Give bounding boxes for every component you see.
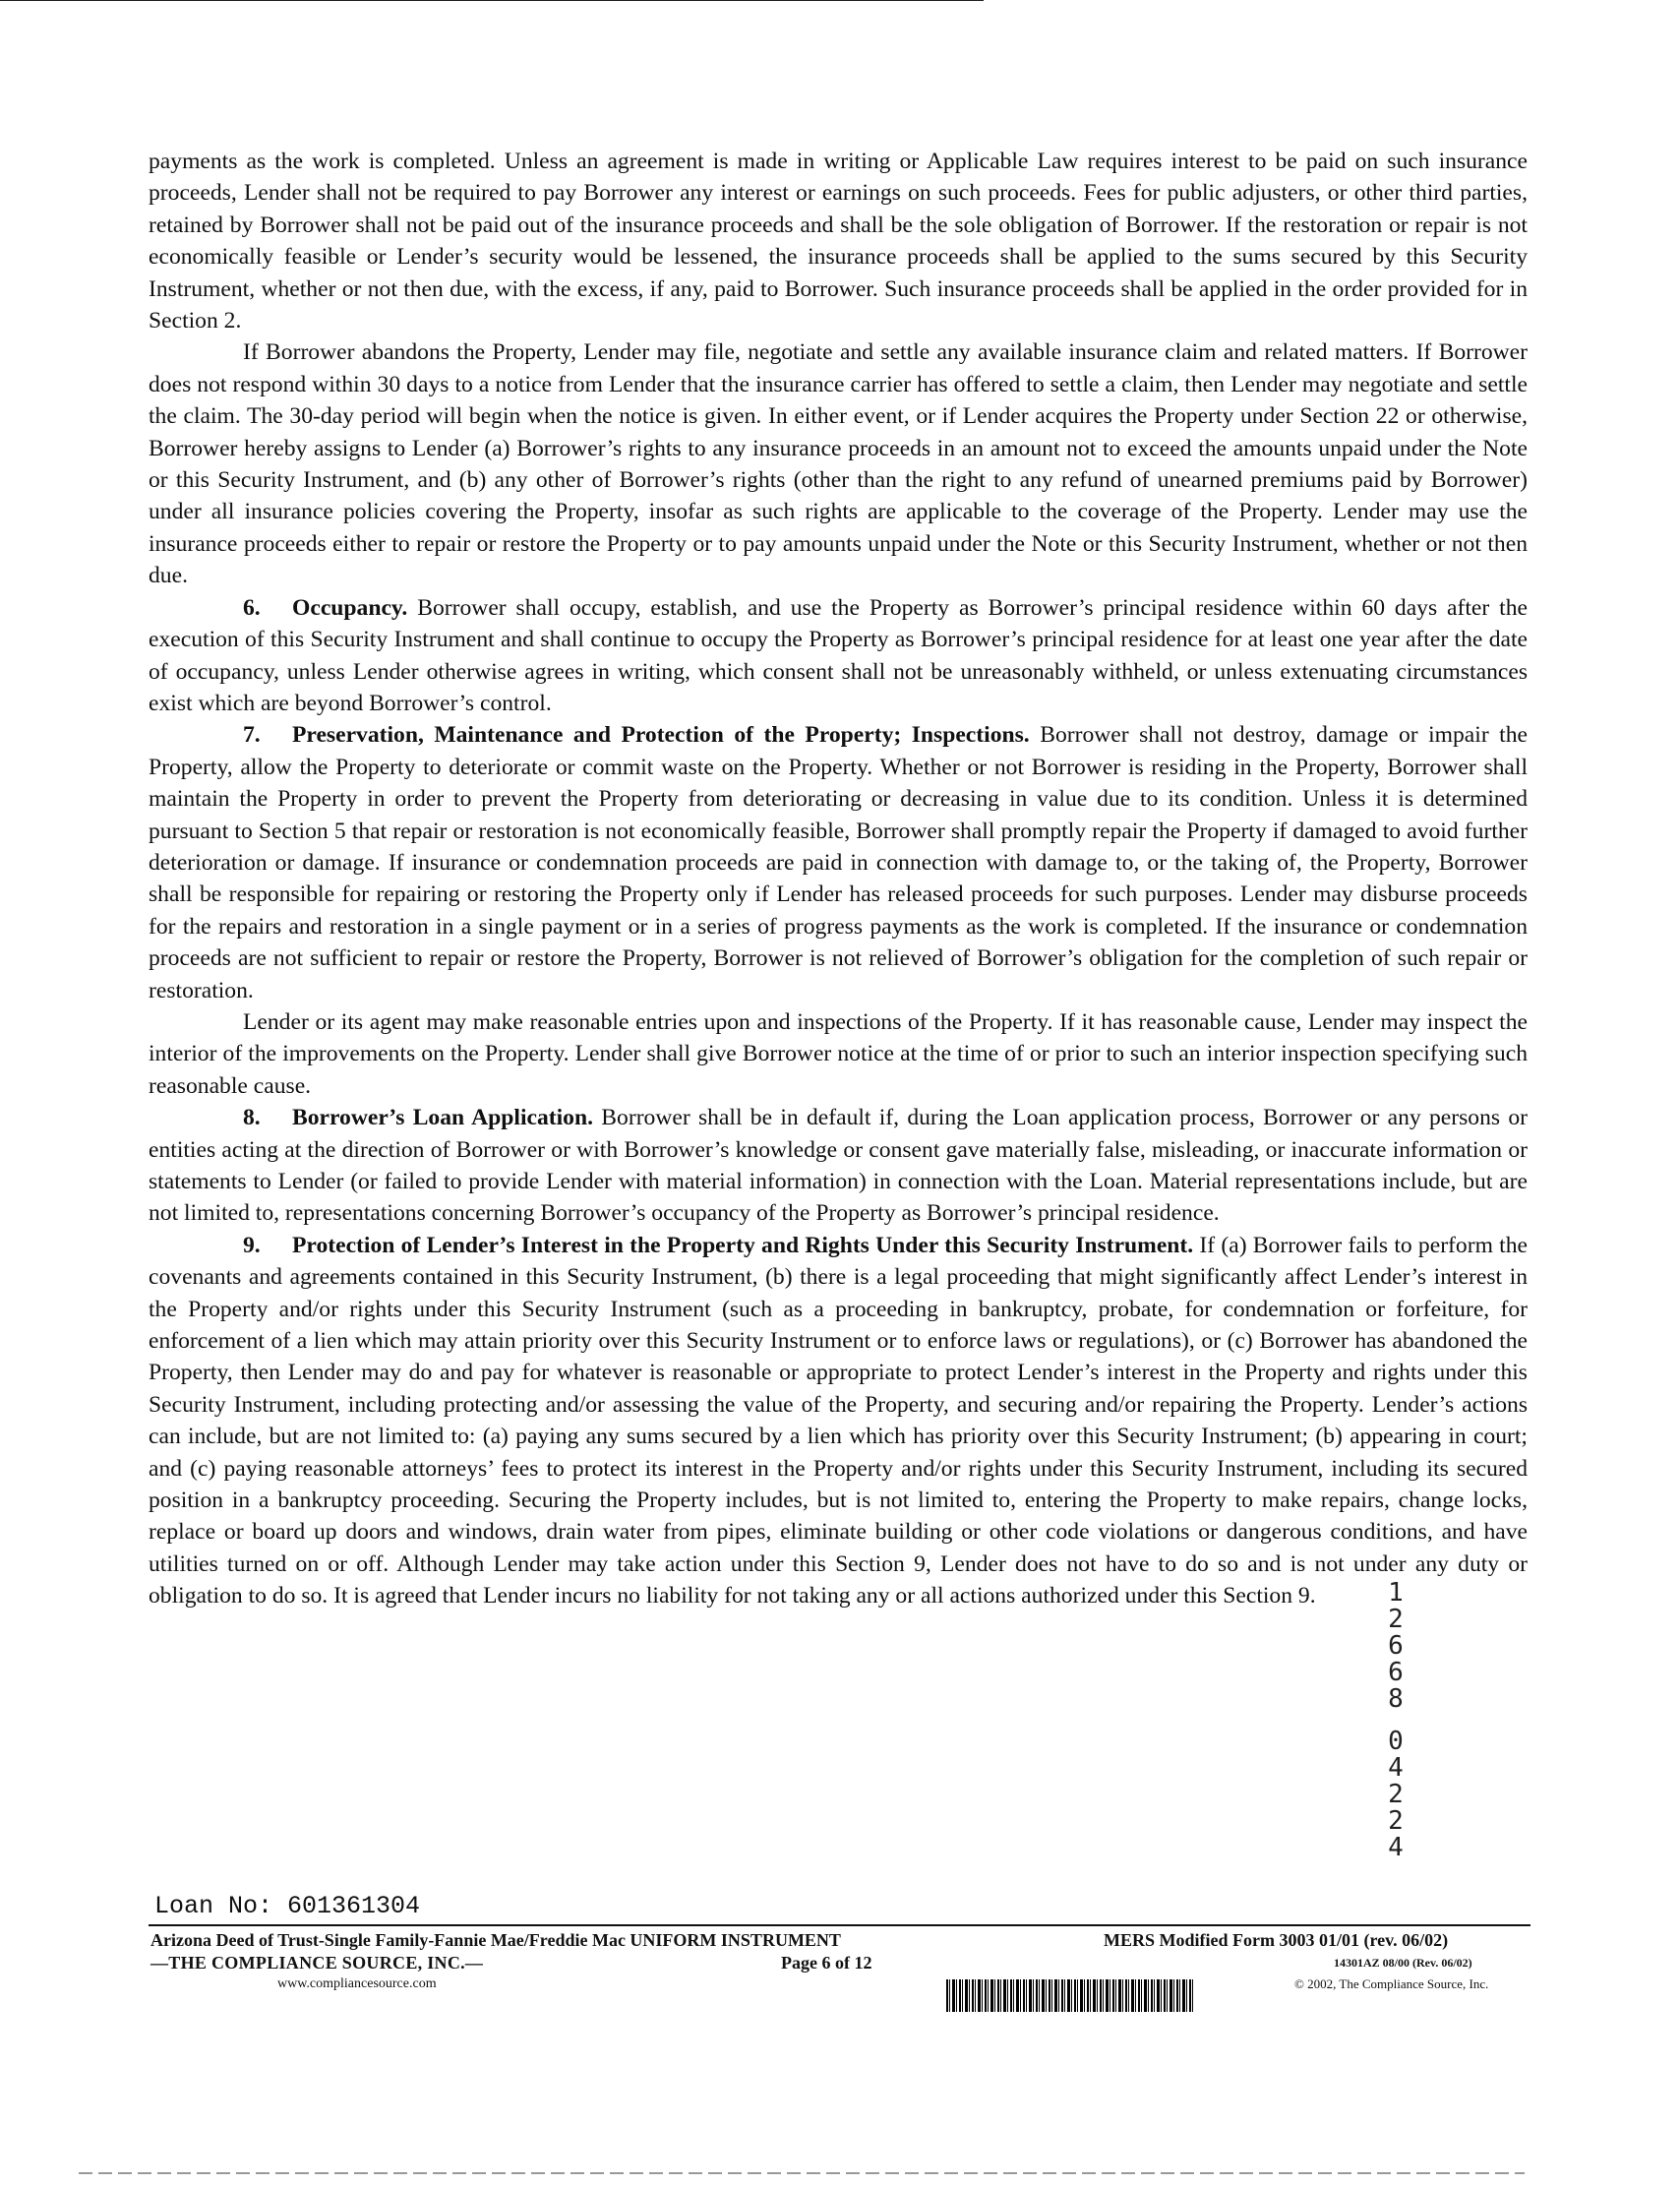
form-title: Arizona Deed of Trust-Single Family-Fannie Mae/Freddie Mac UNIFORM INSTRUMENT bbox=[150, 1930, 841, 1950]
section-number: 8. bbox=[243, 1105, 261, 1131]
footer-divider bbox=[149, 1924, 1530, 1926]
section-8-loan-application bbox=[149, 1102, 1528, 1230]
section-title: Preservation, Maintenance and Protection of the Property; Inspections. bbox=[292, 722, 1030, 749]
section-text: Borrower shall not destroy, damage or impair the Property, allow the Property to deteriorate or commit waste on the Property. Whether or not Borrower is residing in the Property, Borrower shall maintain the Property in order to prevent the Property from deteriorating or decreasing in value due to its condition. Unless it is determined pursuant to Section 5 that repair or restoration is not economically feasible, Borrower shall promptly repair the Property if damaged to avoid further deterioration or damage. If insurance or condemnation proceeds are paid in connection with damage to, or the taking of, the Property, Borrower shall be responsible for repairing or restoring the Property only if Lender has released proceeds for such purposes. Lender may disburse proceeds for the repairs and restoration in a single payment or in a series of progress payments as the work is completed. If the insurance or condemnation proceeds are not sufficient to repair or restore the Property, Borrower is not relieved of Borrower’s obligation for the completion of such repair or restoration. bbox=[149, 722, 1529, 1003]
section-number: 7. bbox=[243, 722, 261, 749]
scan-edge-bottom bbox=[79, 2172, 1525, 2174]
paragraph-inspections: Lender or its agent may make reasonable entries upon and inspections of the Property. If it has reasonable cause, Lender may inspect the interior of the improvements on the Property. Lender shall give Borrower notice at the time of or prior to such an interior inspection specifying such reasonable cause. bbox=[149, 1008, 1528, 1099]
section-title: Borrower’s Loan Application. bbox=[292, 1105, 594, 1131]
section-title: Protection of Lender’s Interest in the Property and Rights Under this Security Instrument. bbox=[292, 1232, 1194, 1258]
stamp-digit: 2 bbox=[1388, 1605, 1404, 1634]
page-number: Page 6 of 12 bbox=[781, 1953, 872, 1973]
section-6-occupancy bbox=[149, 592, 1528, 720]
section-text: If (a) Borrower fails to perform the covenants and agreements contained in this Security Instrument, (b) there is a legal proceeding that might significantly affect Lender’s interest in the Property and/or rights under this Security Instrument (such as a proceeding in bankruptcy, probate, for condemnation or forfeiture, for enforcement of a lien which may attain priority over this Security Instrument or to enforce laws or regulations), or (c) Borrower has abandoned the Property, then Lender may do and pay for whatever is reasonable or appropriate to protect Lender’s interest in the Property and rights under this Security Instrument, including protecting and/or assessing the value of the Property, and securing and/or repairing the Property. Lender’s actions can include, but are not limited to: (a) paying any sums secured by a lien which has priority over this Security Instrument; (b) appearing in court; and (c) paying reasonable attorneys’ fees to protect its interest in the Property and/or rights under this Security Instrument, including its secured position in a bankruptcy proceeding. Securing the Property includes, but is not limited to, entering the Property to make repairs, change locks, replace or board up doors and windows, drain water from pipes, eliminate building or other code violations or dangerous conditions, and have utilities turned on or off. Although Lender may take action under this Section 9, Lender does not have to do so and is not under any duty or obligation to do so. It is agreed that Lender incurs no liability for not taking any or all actions authorized under this Section 9. bbox=[149, 1232, 1528, 1609]
section-title: Occupancy. bbox=[292, 594, 408, 621]
section-7-preservation bbox=[149, 719, 1528, 1006]
stamp-digit: 2 bbox=[1388, 1806, 1404, 1836]
stamp-digit: 8 bbox=[1388, 1684, 1404, 1714]
stamp-digit: 6 bbox=[1388, 1658, 1404, 1687]
stamp-digit: 6 bbox=[1388, 1631, 1404, 1661]
stamp-digit: 1 bbox=[1388, 1578, 1404, 1608]
document-body bbox=[149, 146, 1528, 1612]
section-number: 6. bbox=[243, 594, 261, 621]
paragraph-abandonment: If Borrower abandons the Property, Lender may file, negotiate and settle any available insurance claim and related matters. If Borrower does not respond within 30 days to a notice from Lender that the insurance carrier has offered to settle a claim, then Lender may negotiate and settle the claim. The 30-day period will begin when the notice is given. In either event, or if Lender acquires the Property under Section 22 or otherwise, Borrower hereby assigns to Lender (a) Borrower’s rights to any insurance proceeds in an amount not to exceed the amounts unpaid under the Note or this Security Instrument, and (b) any other of Borrower’s rights (other than the right to any refund of unearned premiums paid by Borrower) under all insurance policies covering the Property, insofar as such rights are applicable to the coverage of the Property. Lender may use the insurance proceeds either to repair or restore the Property or to pay amounts unpaid under the Note or this Security Instrument, whether or not then due. bbox=[149, 339, 1528, 589]
section-text: Borrower shall be in default if, during the Loan application process, Borrower or any persons or entities acting at the direction of Borrower or with Borrower’s knowledge or consent gave materially false, misleading, or inaccurate information or statements to Lender (or failed to provide Lender with material information) in connection with the Loan. Material representations include, but are not limited to, representations concerning Borrower’s occupancy of the Property as Borrower’s principal residence. bbox=[149, 1105, 1529, 1227]
section-number: 9. bbox=[243, 1232, 261, 1258]
form-revision: 14301AZ 08/00 (Rev. 06/02) bbox=[1334, 1956, 1472, 1970]
publisher-name: —THE COMPLIANCE SOURCE, INC.— bbox=[150, 1953, 484, 1973]
stamp-digit: 2 bbox=[1388, 1780, 1404, 1809]
form-number: MERS Modified Form 3003 01/01 (rev. 06/02) bbox=[1104, 1930, 1449, 1950]
stamp-digit: 4 bbox=[1388, 1833, 1404, 1862]
side-document-number bbox=[1381, 1580, 1410, 1861]
stamp-digit: 0 bbox=[1388, 1727, 1404, 1756]
paragraph-insurance-proceeds: payments as the work is completed. Unless an agreement is made in writing or Applicable Law requires interest to be paid on such insurance proceeds, Lender shall not be required to pay Borrower any interest or earnings on such proceeds. Fees for public adjusters, or other third parties, retained by Borrower shall not be paid out of the insurance proceeds and shall be the sole obligation of Borrower. If the restoration or repair is not economically feasible or Lender’s security would be lessened, the insurance proceeds shall be applied to the sums secured by this Security Instrument, whether or not then due, with the excess, if any, paid to Borrower. Such insurance proceeds shall be applied in the order provided for in Section 2. bbox=[149, 149, 1528, 334]
loan-number: Loan No: 601361304 bbox=[154, 1892, 421, 1920]
publisher-website: www.compliancesource.com bbox=[277, 1976, 437, 1991]
copyright: © 2002, The Compliance Source, Inc. bbox=[1294, 1976, 1489, 1991]
section-9-protection bbox=[149, 1230, 1528, 1612]
stamp-digit: 4 bbox=[1388, 1753, 1404, 1783]
barcode bbox=[946, 1979, 1194, 2012]
section-text: Borrower shall occupy, establish, and use the Property as Borrower’s principal residence within 60 days after the execution of this Security Instrument and shall continue to occupy the Property as Borrower’s principal residence for at least one year after the date of occupancy, unless Lender otherwise agrees in writing, which consent shall not be unreasonably withheld, or unless extenuating circumstances exist which are beyond Borrower’s control. bbox=[149, 594, 1528, 716]
scan-edge-top bbox=[0, 0, 984, 1]
